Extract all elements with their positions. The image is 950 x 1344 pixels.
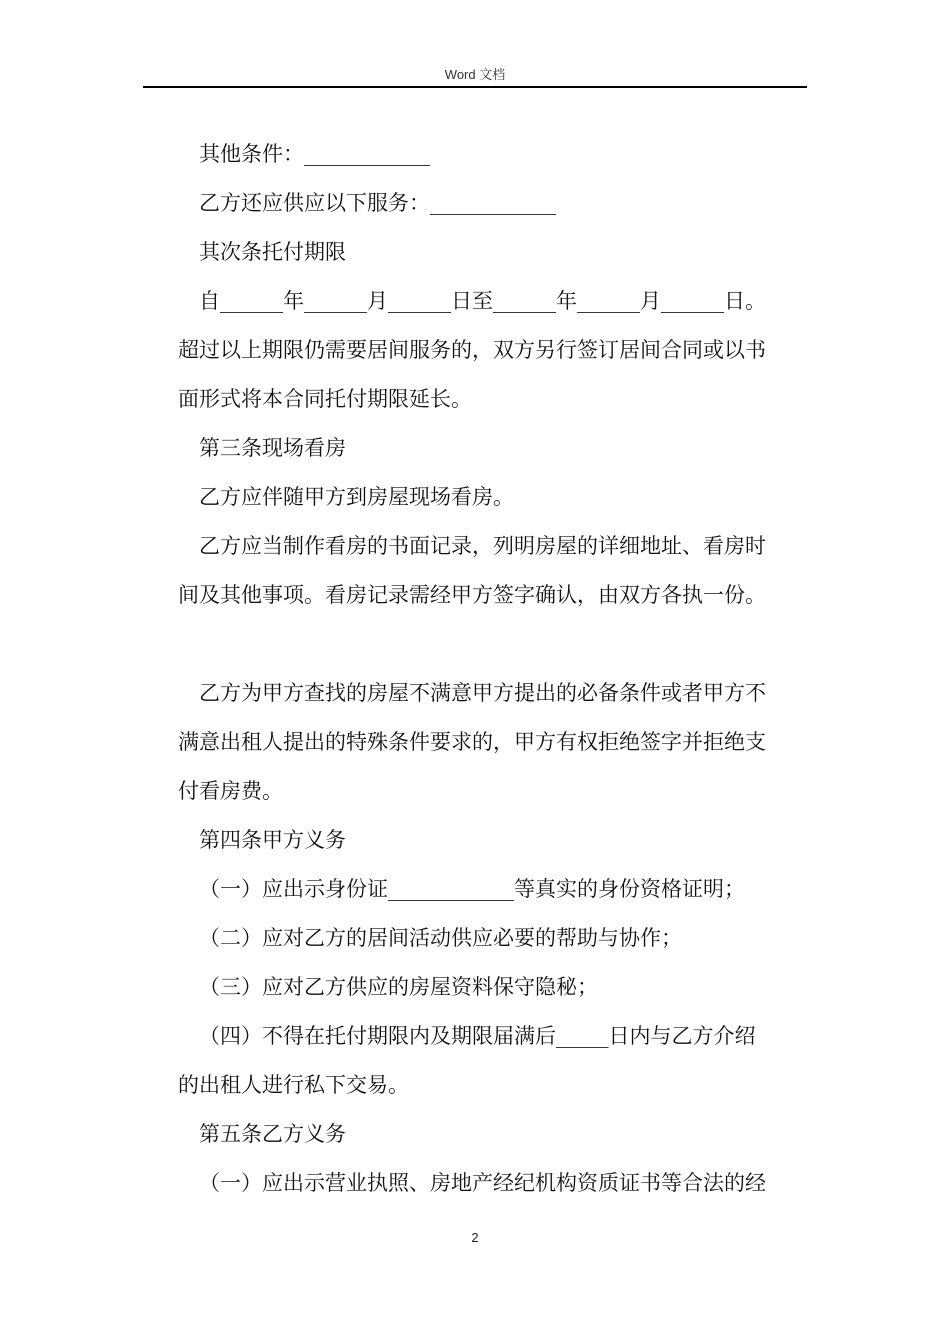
list-item: （一）应出示营业执照、房地产经纪机构资质证书等合法的经 xyxy=(199,1171,766,1195)
paragraph-line: 自______年______月______日至______年______月______日。 xyxy=(199,289,766,313)
section-heading: 第四条甲方义务 xyxy=(199,828,346,852)
paragraph-line: 其他条件：____________ xyxy=(199,142,430,166)
paragraph-line: 超过以上期限仍需要居间服务的，双方另行签订居间合同或以书 xyxy=(178,338,766,362)
paragraph-line: 间及其他事项。看房记录需经甲方签字确认，由双方各执一份。 xyxy=(178,583,766,607)
paragraph-line: 面形式将本合同托付期限延长。 xyxy=(178,387,472,411)
blank-line xyxy=(178,620,806,669)
paragraph-line: 满意出租人提出的特殊条件要求的，甲方有权拒绝签字并拒绝支 xyxy=(178,730,766,754)
list-item: （四）不得在托付期限内及期限届满后_____日内与乙方介绍 xyxy=(199,1024,756,1048)
paragraph-line: 乙方应当制作看房的书面记录，列明房屋的详细地址、看房时 xyxy=(199,534,766,558)
list-item-continuation: 的出租人进行私下交易。 xyxy=(178,1073,409,1097)
section-heading: 第五条乙方义务 xyxy=(199,1122,346,1146)
section-heading: 其次条托付期限 xyxy=(199,240,346,264)
list-item: （一）应出示身份证____________等真实的身份资格证明； xyxy=(199,877,745,901)
paragraph-line: 乙方还应供应以下服务：____________ xyxy=(199,191,556,215)
header-rule xyxy=(143,86,807,88)
page-number: 2 xyxy=(471,1230,479,1245)
paragraph-line: 乙方应伴随甲方到房屋现场看房。 xyxy=(199,485,514,509)
list-item: （三）应对乙方供应的房屋资料保守隐秘； xyxy=(199,975,598,999)
document-body xyxy=(178,130,806,1208)
paragraph-line: 乙方为甲方查找的房屋不满意甲方提出的必备条件或者甲方不 xyxy=(199,681,766,705)
section-heading: 第三条现场看房 xyxy=(199,436,346,460)
paragraph-line: 付看房费。 xyxy=(178,779,283,803)
list-item: （二）应对乙方的居间活动供应必要的帮助与协作； xyxy=(199,926,682,950)
page-header: Word 文档 xyxy=(444,67,506,82)
